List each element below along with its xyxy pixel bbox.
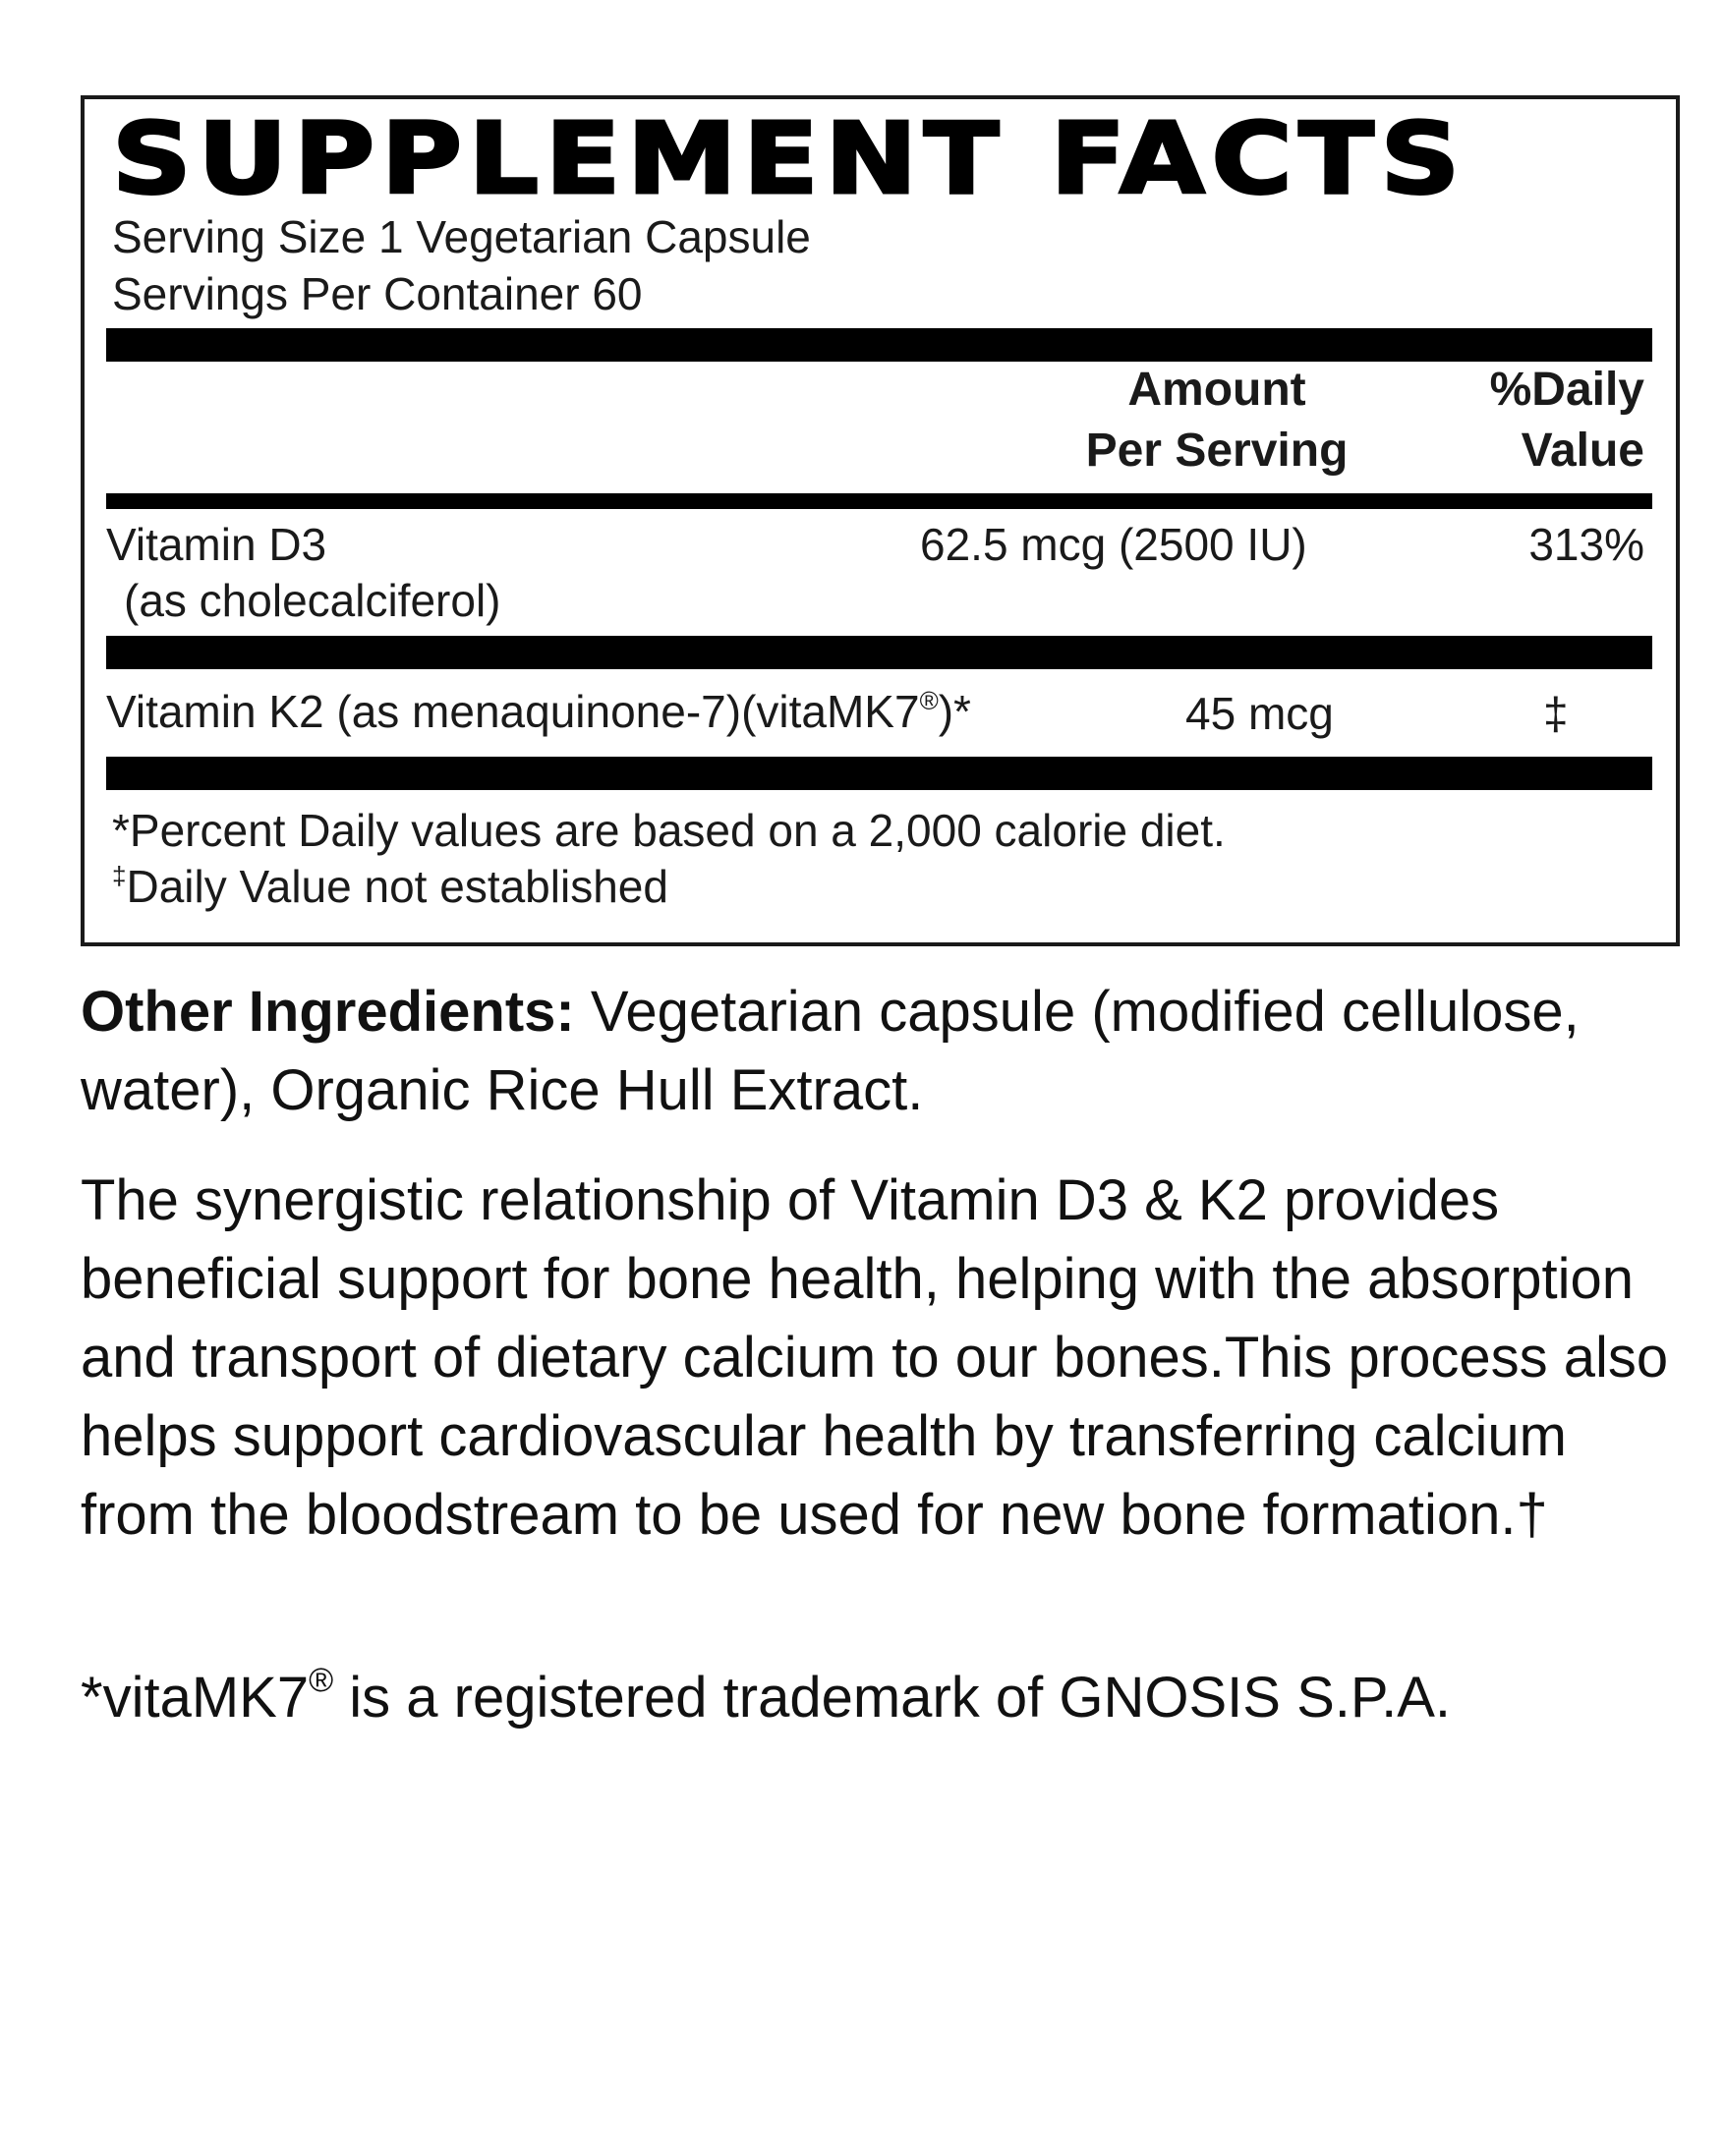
vitamin-d3-name: Vitamin D3 — [106, 519, 327, 570]
supplement-facts-panel — [81, 95, 1680, 946]
trademark-notice — [81, 1659, 1693, 1737]
trademark-suffix: is a registered trademark of GNOSIS S.P.A. — [333, 1666, 1451, 1730]
trademark-prefix: *vitaMK7 — [81, 1666, 310, 1730]
double-dagger-mark: ‡ — [112, 861, 127, 890]
daily-header-line1: %Daily — [1489, 364, 1644, 416]
vitamin-k2-name-tail: )* — [938, 686, 971, 737]
amount-header-line1: Amount — [1127, 364, 1306, 416]
daily-value-header — [1490, 360, 1644, 482]
vitamin-d3-daily-value: 313% — [1528, 519, 1644, 570]
panel-title: SUPPLEMENT FACTS — [112, 101, 1466, 216]
thick-divider — [106, 328, 1652, 362]
registered-mark: ® — [919, 686, 939, 715]
amount-per-serving-header — [1074, 360, 1359, 482]
other-ingredients-text: Vegetarian capsule (modified cellulose, water), Organic Rice Hull Extract. — [81, 980, 1580, 1122]
registered-mark: ® — [309, 1662, 334, 1699]
servings-per-container: Servings Per Container 60 — [112, 268, 643, 319]
vitamin-k2-daily-value: ‡ — [1543, 688, 1569, 739]
thick-divider — [106, 757, 1652, 790]
amount-header-line2: Per Serving — [1085, 425, 1349, 477]
other-ingredients-label: Other Ingredients: — [81, 980, 575, 1044]
medium-divider — [106, 493, 1652, 509]
thick-divider — [106, 636, 1652, 669]
vitamin-d3-form: (as cholecalciferol) — [124, 575, 501, 626]
vitamin-k2-amount: 45 mcg — [1185, 688, 1334, 739]
serving-size: Serving Size 1 Vegetarian Capsule — [112, 211, 811, 262]
percent-daily-footnote: *Percent Daily values are based on a 2,000 calorie diet. — [112, 805, 1226, 856]
other-ingredients — [81, 973, 1693, 1130]
vitamin-k2-name — [106, 684, 971, 739]
vitamin-k2-name-text: Vitamin K2 (as menaquinone-7)(vitaMK7 — [106, 686, 920, 737]
vitamin-d3-amount: 62.5 mcg (2500 IU) — [920, 519, 1307, 570]
daily-value-footnote — [112, 859, 668, 914]
product-description: The synergistic relationship of Vitamin D3 & K2 provides beneficial support for bone health, helping with the absorption and transport of dietary calcium to our bones.This process also helps support cardiovascular health by transferring calcium from the bloodstream to be used for new bone formation.† — [81, 1168, 1669, 1547]
daily-header-line2: Value — [1521, 425, 1644, 477]
daily-value-footnote-text: Daily Value not established — [126, 861, 668, 912]
